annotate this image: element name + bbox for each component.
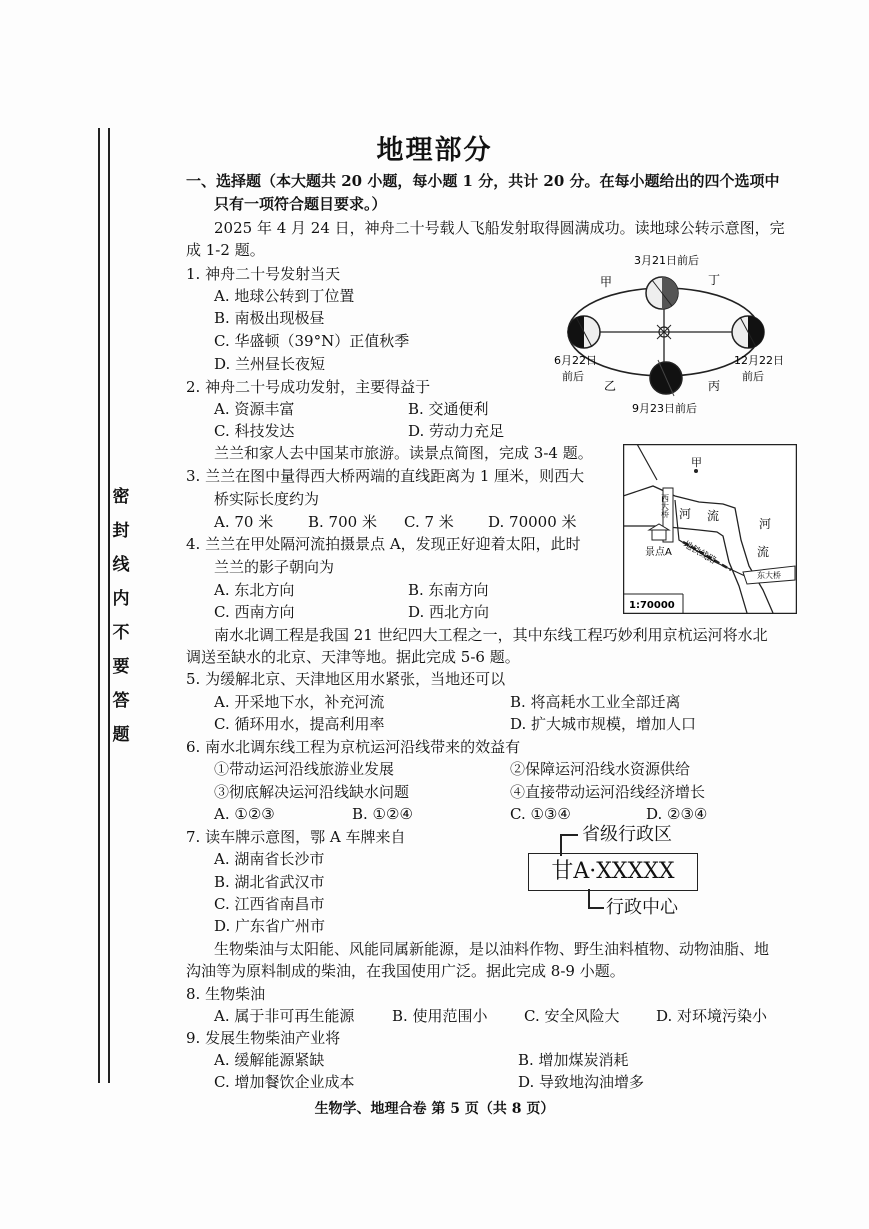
svg-text:前后: 前后 [562,370,584,383]
q3-option-c: C. 7 米 [404,513,454,531]
svg-text:乙: 乙 [604,379,617,393]
section-heading-cont: 只有一项符合题目要求。） [214,195,387,213]
svg-text:12月22日: 12月22日 [734,354,784,367]
sun-icon [654,322,674,342]
question-3: 3. 兰兰在图中量得西大桥两端的直线距离为 1 厘米，则西大 [186,467,585,485]
intro-3-cont: 调送至缺水的北京、天津等地。据此完成 5-6 题。 [186,648,520,666]
earth-icon-top [646,277,678,309]
svg-text:流: 流 [707,509,720,523]
q6-option-d: D. ②③④ [646,805,708,823]
plate-box: 甘A·XXXXX [528,853,698,891]
q6-statement-2: ②保障运河沿线水资源供给 [510,760,691,778]
svg-text:流: 流 [757,545,770,559]
question-5: 5. 为缓解北京、天津地区用水紧张，当地还可以 [186,670,506,688]
q2-option-d: D. 劳动力充足 [408,422,505,440]
svg-text:1:70000: 1:70000 [629,600,675,611]
q5-option-b: B. 将高耗水工业全部迁离 [510,693,681,711]
question-4-cont: 兰兰的影子朝向为 [214,558,335,576]
q1-option-a: A. 地球公转到丁位置 [214,287,355,305]
q8-option-b: B. 使用范围小 [392,1007,488,1025]
q8-option-a: A. 属于非可再生能源 [214,1007,355,1025]
svg-text:9月23日前后: 9月23日前后 [632,402,697,415]
earth-orbit-diagram [548,250,800,420]
plate-top-label: 省级行政区 [582,824,672,845]
q6-option-b: B. ①②④ [352,805,413,823]
q3-option-d: D. 70000 米 [488,513,577,531]
q3-option-b: B. 700 米 [308,513,377,531]
intro-1-cont: 成 1-2 题。 [186,241,265,259]
q7-option-c: C. 江西省南昌市 [214,895,325,913]
svg-text:甲: 甲 [691,456,702,469]
q6-option-a: A. ①②③ [214,805,275,823]
section-heading: 一、选择题（本大题共 20 小题，每小题 1 分，共计 20 分。在每小题给出的四个选项中 [186,172,780,190]
q7-option-d: D. 广东省广州市 [214,917,326,935]
q6-statement-1: ①带动运河沿线旅游业发展 [214,760,395,778]
intro-4-cont: 沟油等为原料制成的柴油，在我国使用广泛。据此完成 8-9 小题。 [186,962,625,980]
q2-option-a: A. 资源丰富 [214,400,295,418]
q4-option-a: A. 东北方向 [214,581,295,599]
q9-option-d: D. 导致地沟油增多 [518,1073,645,1091]
q3-option-a: A. 70 米 [214,513,274,531]
plate-bottom-label: 行政中心 [606,897,678,918]
svg-text:东大桥: 东大桥 [757,571,781,580]
intro-1: 2025 年 4 月 24 日，神舟二十号载人飞船发射取得圆满成功。读地球公转示意图，完 [214,219,785,237]
q1-option-b: B. 南极出现极昼 [214,309,325,327]
intro-3: 南水北调工程是我国 21 世纪四大工程之一，其中东线工程巧妙利用京杭运河将水北 [214,626,768,644]
question-2: 2. 神舟二十号成功发射，主要得益于 [186,378,431,396]
svg-text:河: 河 [759,517,772,531]
q7-option-a: A. 湖南省长沙市 [214,850,325,868]
svg-text:3月21日前后: 3月21日前后 [634,254,699,267]
q6-statement-3: ③彻底解决运河沿线缺水问题 [214,783,410,801]
q9-option-b: B. 增加煤炭消耗 [518,1051,629,1069]
q9-option-a: A. 缓解能源紧缺 [214,1051,325,1069]
page-footer: 生物学、地理合卷 第 5 页（共 8 页） [314,1101,555,1117]
q8-option-c: C. 安全风险大 [524,1007,620,1025]
q4-option-c: C. 西南方向 [214,603,295,621]
svg-text:甲: 甲 [600,275,613,289]
question-4: 4. 兰兰在甲处隔河流拍摄景点 A，发现正好迎着太阳，此时 [186,535,581,553]
question-3-cont: 桥实际长度约为 [214,490,320,508]
earth-icon-bottom [650,360,682,396]
q2-option-b: B. 交通便利 [408,400,489,418]
q8-option-d: D. 对环境污染小 [656,1007,768,1025]
q6-statement-4: ④直接带动运河沿线经济增长 [510,783,706,801]
q6-option-c: C. ①③④ [510,805,571,823]
q5-option-d: D. 扩大城市规模，增加人口 [510,715,697,733]
q7-option-b: B. 湖北省武汉市 [214,873,325,891]
binding-line [98,128,110,1083]
q5-option-c: C. 循环用水，提高利用率 [214,715,385,733]
svg-text:景点A: 景点A [645,547,672,558]
question-8: 8. 生物柴油 [186,985,266,1003]
question-7: 7. 读车牌示意图，鄂 A 车牌来自 [186,828,406,846]
q9-option-c: C. 增加餐饮企业成本 [214,1073,355,1091]
earth-icon-left [568,316,600,348]
q1-option-d: D. 兰州昼长夜短 [214,355,326,373]
q4-option-b: B. 东南方向 [408,581,489,599]
page-title: 地理部分 [376,135,493,166]
svg-text:丁: 丁 [708,273,721,287]
svg-text:地铁线路: 地铁线路 [681,539,718,567]
svg-text:西大桥: 西大桥 [660,494,670,518]
question-1: 1. 神舟二十号发射当天 [186,265,341,283]
binding-notice: 密 封 线 内 不 要 答 题 [112,487,130,745]
earth-icon-right [732,316,764,348]
svg-text:河: 河 [679,507,692,521]
q4-option-d: D. 西北方向 [408,603,490,621]
q2-option-c: C. 科技发达 [214,422,295,440]
q5-option-a: A. 开采地下水，补充河流 [214,693,385,711]
intro-4: 生物柴油与太阳能、风能同属新能源，是以油料作物、野生油料植物、动物油脂、地 [214,940,770,958]
svg-text:丙: 丙 [708,379,721,393]
q1-option-c: C. 华盛顿（39°N）正值秋季 [214,332,410,350]
question-6: 6. 南水北调东线工程为京杭运河沿线带来的效益有 [186,738,521,756]
svg-text:6月22日: 6月22日 [554,354,597,367]
svg-text:前后: 前后 [742,370,764,383]
scenic-map [623,444,797,614]
intro-2: 兰兰和家人去中国某市旅游。读景点简图，完成 3-4 题。 [214,444,593,462]
question-9: 9. 发展生物柴油产业将 [186,1029,341,1047]
